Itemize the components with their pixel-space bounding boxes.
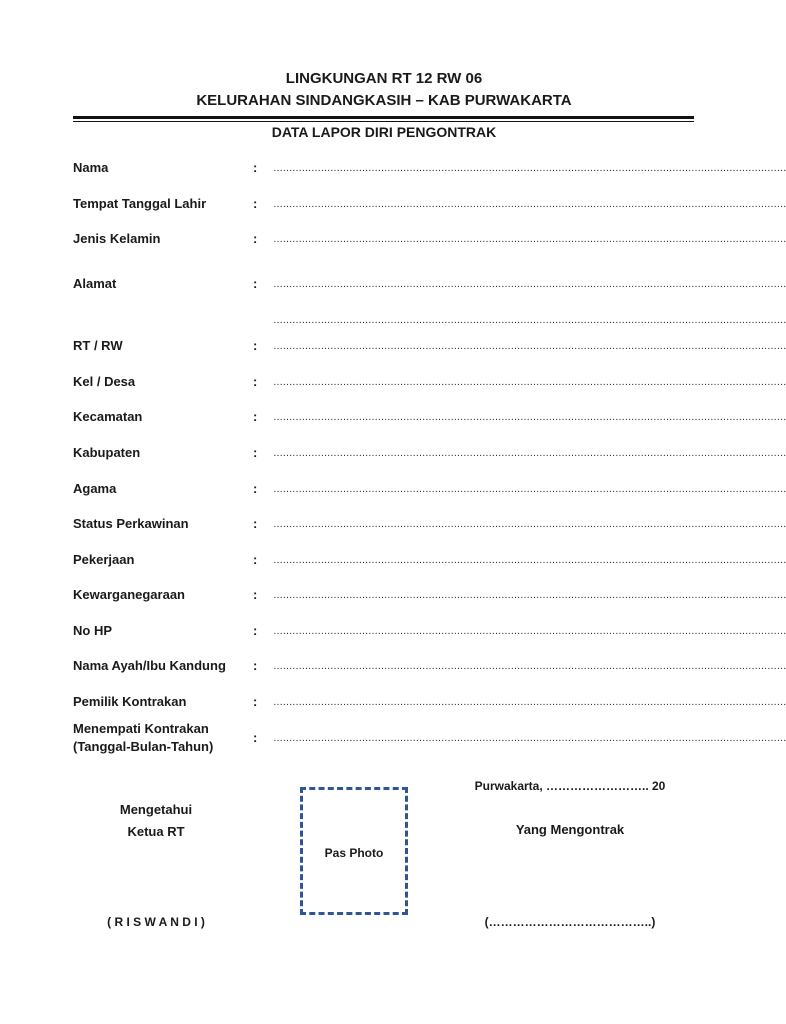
field-label: Nama Ayah/Ibu Kandung <box>73 658 226 673</box>
field-label: Status Perkawinan <box>73 516 189 531</box>
field-colon: : <box>253 516 258 531</box>
field-colon: : <box>253 730 258 745</box>
field-label: No HP <box>73 623 112 638</box>
field-colon: : <box>253 231 258 246</box>
field-colon: : <box>253 552 258 567</box>
yang-mengontrak-label: Yang Mengontrak <box>515 822 625 837</box>
mengetahui-label: Mengetahui <box>119 802 193 817</box>
field-label: Kecamatan <box>73 409 143 424</box>
field-colon: : <box>253 160 258 175</box>
field-fill-line[interactable]: ……………………………………………………………………………………………………………………………………………… <box>273 661 786 672</box>
field-label: Kewarganegaraan <box>73 587 185 602</box>
field-label: RT / RW <box>73 338 123 353</box>
field-label: Nama <box>73 160 109 175</box>
field-label-line-2: (Tanggal-Bulan-Tahun) <box>73 739 214 754</box>
field-label: Kabupaten <box>73 445 141 460</box>
ketua-rt-label: Ketua RT <box>127 824 185 839</box>
header-rule-thick <box>73 116 694 119</box>
field-colon: : <box>253 658 258 673</box>
header-line-2: KELURAHAN SINDANGKASIH – KAB PURWAKARTA <box>196 92 572 109</box>
field-colon: : <box>253 196 258 211</box>
field-fill-line[interactable]: ……………………………………………………………………………………………………………………………………………… <box>273 199 786 210</box>
field-fill-line-2[interactable]: ……………………………………………………………………………………………………………………………………………… <box>273 315 786 326</box>
field-colon: : <box>253 338 258 353</box>
field-label: Alamat <box>73 276 117 291</box>
field-fill-line[interactable]: ……………………………………………………………………………………………………………………………………………… <box>273 377 786 388</box>
field-fill-line[interactable]: ……………………………………………………………………………………………………………………………………………… <box>273 697 786 708</box>
field-fill-line[interactable]: ……………………………………………………………………………………………………………………………………………… <box>273 519 786 530</box>
field-fill-line[interactable]: ……………………………………………………………………………………………………………………………………………… <box>273 448 786 459</box>
field-fill-line[interactable]: ……………………………………………………………………………………………………………………………………………… <box>273 626 786 637</box>
header-rule-thin <box>73 121 694 122</box>
field-colon: : <box>253 623 258 638</box>
header-line-1: LINGKUNGAN RT 12 RW 06 <box>285 70 483 87</box>
field-label: Pemilik Kontrakan <box>73 694 187 709</box>
field-fill-line[interactable]: ……………………………………………………………………………………………………………………………………………… <box>273 590 786 601</box>
field-colon: : <box>253 374 258 389</box>
field-colon: : <box>253 481 258 496</box>
pengontrak-name-line[interactable]: (…………………………………..) <box>484 915 656 929</box>
field-label: Kel / Desa <box>73 374 136 389</box>
field-fill-line[interactable]: ……………………………………………………………………………………………………………………………………………… <box>273 341 786 352</box>
pas-photo-label: Pas Photo <box>324 846 384 860</box>
field-label: Menempati Kontrakan <box>73 721 209 736</box>
field-fill-line[interactable]: ……………………………………………………………………………………………………………………………………………… <box>273 484 786 495</box>
field-fill-line[interactable]: ……………………………………………………………………………………………………………………………………………… <box>273 412 786 423</box>
field-fill-line[interactable]: ……………………………………………………………………………………………………………………………………………… <box>273 733 786 744</box>
field-label: Pekerjaan <box>73 552 135 567</box>
field-label: Tempat Tanggal Lahir <box>73 196 207 211</box>
field-colon: : <box>253 409 258 424</box>
pas-photo-box <box>300 787 408 915</box>
field-colon: : <box>253 587 258 602</box>
field-colon: : <box>253 276 258 291</box>
ketua-rt-name: ( R I S W A N D I ) <box>107 915 205 929</box>
place-date[interactable]: Purwakarta, …………………….. 20 <box>474 779 666 793</box>
field-fill-line[interactable]: ……………………………………………………………………………………………………………………………………………… <box>273 279 786 290</box>
field-label: Jenis Kelamin <box>73 231 161 246</box>
field-fill-line[interactable]: ……………………………………………………………………………………………………………………………………………… <box>273 555 786 566</box>
field-fill-line[interactable]: ……………………………………………………………………………………………………………………………………………… <box>273 163 786 174</box>
field-fill-line[interactable]: ……………………………………………………………………………………………………………………………………………… <box>273 234 786 245</box>
field-colon: : <box>253 694 258 709</box>
field-label: Agama <box>73 481 117 496</box>
form-title: DATA LAPOR DIRI PENGONTRAK <box>271 124 497 140</box>
field-colon: : <box>253 445 258 460</box>
